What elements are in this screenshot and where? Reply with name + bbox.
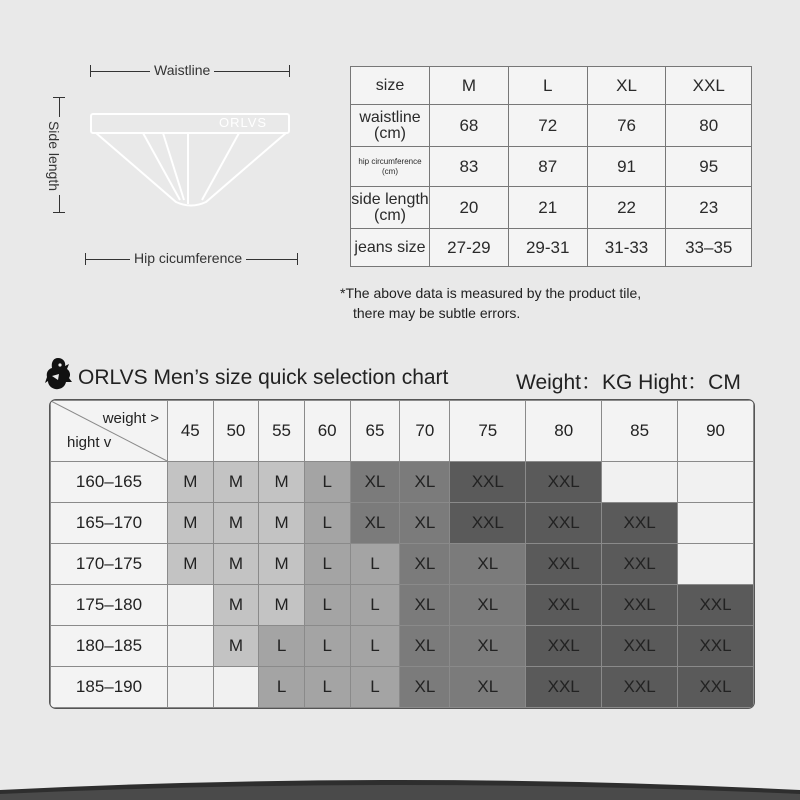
size-header-cell: XXL — [666, 67, 752, 105]
size-cell: XXL — [526, 503, 602, 544]
size-header-cell: M — [430, 67, 509, 105]
weight-header-row — [51, 401, 754, 462]
size-cell: M — [259, 544, 305, 585]
size-cell: XL — [400, 503, 450, 544]
height-range-cell: 160–165 — [51, 462, 168, 503]
row-label: waistline (cm) — [351, 105, 430, 147]
size-cell: XXL — [678, 585, 754, 626]
size-cell: XXL — [678, 626, 754, 667]
size-cell — [678, 544, 754, 585]
size-cell: L — [304, 585, 350, 626]
weight-header-cell: 55 — [259, 401, 305, 462]
corner-header-cell — [51, 401, 168, 462]
size-cell: M — [213, 585, 259, 626]
size-cell: XXL — [678, 667, 754, 708]
size-cell: M — [213, 462, 259, 503]
size-cell: XXL — [526, 462, 602, 503]
table-cell: 91 — [587, 147, 666, 187]
note-line: *The above data is measured by the product tile, — [340, 285, 642, 301]
table-cell: 23 — [666, 187, 752, 229]
table-cell: 21 — [508, 187, 587, 229]
size-cell — [213, 667, 259, 708]
size-cell: L — [350, 544, 400, 585]
size-cell: L — [304, 626, 350, 667]
table-row — [351, 229, 752, 267]
height-range-cell: 185–190 — [51, 667, 168, 708]
size-cell: XXL — [602, 626, 678, 667]
size-cell: XL — [350, 462, 400, 503]
measurement-note — [340, 283, 641, 323]
size-grid-row — [51, 626, 754, 667]
size-cell: XXL — [526, 585, 602, 626]
weight-header-cell: 80 — [526, 401, 602, 462]
weight-header-cell: 60 — [304, 401, 350, 462]
size-cell: XL — [450, 667, 526, 708]
weight-header-cell: 70 — [400, 401, 450, 462]
size-grid-row — [51, 503, 754, 544]
table-cell: 31-33 — [587, 229, 666, 267]
table-cell: 80 — [666, 105, 752, 147]
mascot-logo-icon — [44, 356, 74, 392]
size-cell — [168, 667, 214, 708]
waistline-label: Waistline — [150, 62, 214, 78]
height-axis-label: hight v — [67, 434, 112, 451]
size-cell: M — [213, 626, 259, 667]
table-cell: 83 — [430, 147, 509, 187]
size-cell: L — [304, 667, 350, 708]
weight-header-cell: 90 — [678, 401, 754, 462]
weight-header-cell: 45 — [168, 401, 214, 462]
dimension-tick — [289, 65, 290, 77]
height-range-cell: 170–175 — [51, 544, 168, 585]
table-cell: 87 — [508, 147, 587, 187]
table-cell: 33–35 — [666, 229, 752, 267]
height-range-cell: 180–185 — [51, 626, 168, 667]
floor-shadow — [0, 770, 800, 800]
size-cell: M — [168, 503, 214, 544]
size-cell: M — [168, 462, 214, 503]
size-cell: M — [213, 544, 259, 585]
brand-band-logo: ORLVS — [219, 115, 268, 130]
table-cell: 95 — [666, 147, 752, 187]
size-header-cell: L — [508, 67, 587, 105]
size-cell: XL — [400, 626, 450, 667]
size-cell: XXL — [526, 667, 602, 708]
units-label: Weight：KG Hight：CM — [516, 371, 741, 394]
size-header-row — [351, 67, 752, 105]
size-cell — [168, 626, 214, 667]
table-row — [351, 147, 752, 187]
table-row — [351, 105, 752, 147]
size-cell: L — [350, 585, 400, 626]
size-cell: XL — [450, 585, 526, 626]
size-header-cell: XL — [587, 67, 666, 105]
size-grid-row — [51, 544, 754, 585]
size-cell: M — [168, 544, 214, 585]
size-cell: M — [259, 585, 305, 626]
size-cell — [678, 503, 754, 544]
weight-header-cell: 65 — [350, 401, 400, 462]
table-cell: 68 — [430, 105, 509, 147]
size-cell — [678, 462, 754, 503]
table-cell: 22 — [587, 187, 666, 229]
size-cell: XXL — [602, 503, 678, 544]
size-cell: L — [304, 503, 350, 544]
size-cell: L — [259, 667, 305, 708]
table-cell: 29-31 — [508, 229, 587, 267]
size-cell: XXL — [602, 667, 678, 708]
size-cell: XL — [350, 503, 400, 544]
size-cell: XL — [400, 667, 450, 708]
weight-header-cell: 75 — [450, 401, 526, 462]
size-cell: M — [259, 503, 305, 544]
size-cell: L — [350, 626, 400, 667]
note-line: there may be subtle errors. — [353, 305, 521, 321]
row-label: side length (cm) — [351, 187, 430, 229]
size-grid-row — [51, 585, 754, 626]
hip-label: Hip cicumference — [130, 250, 246, 266]
size-cell: L — [350, 667, 400, 708]
size-grid-row — [51, 462, 754, 503]
table-row — [351, 187, 752, 229]
size-cell: XXL — [450, 462, 526, 503]
row-label: jeans size — [351, 229, 430, 267]
size-cell — [602, 462, 678, 503]
size-cell: M — [259, 462, 305, 503]
height-range-cell: 175–180 — [51, 585, 168, 626]
size-cell: XXL — [450, 503, 526, 544]
table-cell: 76 — [587, 105, 666, 147]
size-cell: L — [304, 462, 350, 503]
size-cell — [168, 585, 214, 626]
weight-header-cell: 50 — [213, 401, 259, 462]
size-cell: XL — [450, 544, 526, 585]
table-cell: 72 — [508, 105, 587, 147]
row-label: hip circumference (cm) — [351, 147, 430, 187]
size-cell: XXL — [602, 585, 678, 626]
quick-chart-title: ORLVS Men’s size quick selection chart — [78, 366, 449, 389]
size-cell: XL — [400, 585, 450, 626]
size-grid-row — [51, 667, 754, 708]
table-cell: 20 — [430, 187, 509, 229]
size-cell: L — [259, 626, 305, 667]
size-cell: L — [304, 544, 350, 585]
dimension-tick — [53, 212, 65, 213]
size-quick-selection-grid — [49, 399, 755, 709]
size-measurement-table — [350, 66, 752, 267]
size-cell: XXL — [602, 544, 678, 585]
dimension-tick — [297, 253, 298, 265]
size-cell: XL — [450, 626, 526, 667]
side-length-label: Side length — [46, 117, 62, 195]
height-range-cell: 165–170 — [51, 503, 168, 544]
size-cell: XL — [400, 462, 450, 503]
table-cell: 27-29 — [430, 229, 509, 267]
weight-axis-label: weight > — [102, 410, 159, 427]
size-cell: XL — [400, 544, 450, 585]
size-cell: XXL — [526, 626, 602, 667]
size-header-cell: size — [351, 67, 430, 105]
weight-header-cell: 85 — [602, 401, 678, 462]
size-cell: M — [213, 503, 259, 544]
size-cell: XXL — [526, 544, 602, 585]
